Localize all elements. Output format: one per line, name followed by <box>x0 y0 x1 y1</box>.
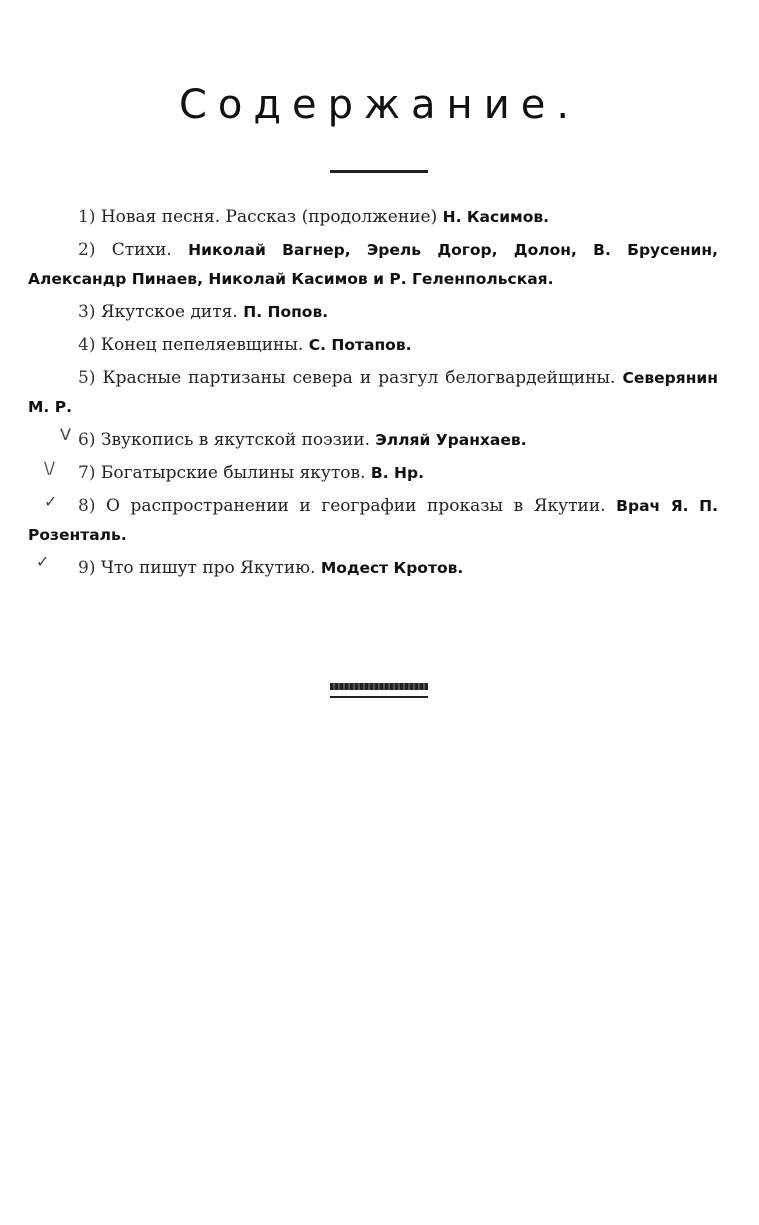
toc-entry-7 <box>28 459 718 488</box>
toc-entry-8 <box>28 492 718 550</box>
entry-number: 9) <box>78 558 96 578</box>
entry-title: Богатырские былины якутов. <box>100 463 366 483</box>
page-title: Содержание. <box>178 82 581 128</box>
toc-entry-9 <box>28 554 718 583</box>
entry-author: Элляй Уранхаев. <box>375 431 527 449</box>
entry-author: П. Попов. <box>243 303 329 321</box>
entry-title: Звукопись в якутской поэзии. <box>100 430 370 450</box>
toc-entry-1 <box>28 203 718 232</box>
entry-number: 3) <box>78 302 96 322</box>
entry-number: 8) <box>78 496 96 516</box>
ornamental-divider <box>330 683 428 690</box>
entry-author: В. Нр. <box>370 464 424 482</box>
entry-title: Новая песня. Рассказ (продолжение) <box>100 207 438 227</box>
entry-title: Красные партизаны севера и разгул белогвардейщины. <box>102 368 616 388</box>
handwritten-check-mark: \/ <box>44 458 55 477</box>
toc-entry-6 <box>28 426 718 455</box>
entry-title: О распространении и географии проказы в Якутии. <box>106 496 606 516</box>
entry-number: 5) <box>78 368 96 388</box>
entry-author: Н. Касимов. <box>442 208 550 226</box>
title-divider <box>330 170 428 173</box>
handwritten-check-mark: ✓ <box>36 552 50 571</box>
toc-entry-3 <box>28 298 718 327</box>
entry-title: Стихи. <box>111 240 172 260</box>
entry-number: 4) <box>78 335 96 355</box>
handwritten-check-mark: V <box>60 425 71 444</box>
entry-author: Модест Кротов. <box>320 559 464 577</box>
entry-author: Николай Вагнер, Эрель Догор, Долон, В. Брусенин, Александр Пинаев, Николай Касимов и Р. Геленпольская. <box>28 241 719 288</box>
toc-entry-5 <box>28 364 718 422</box>
entry-number: 7) <box>78 463 96 483</box>
entry-title: Что пишут про Якутию. <box>100 558 316 578</box>
entry-title: Конец пепеляевщины. <box>100 335 304 355</box>
toc-entry-2 <box>28 236 718 294</box>
ornamental-divider-underline <box>330 696 428 698</box>
entry-number: 6) <box>78 430 96 450</box>
entry-title: Якутское дитя. <box>100 302 238 322</box>
table-of-contents <box>28 203 718 587</box>
entry-author: С. Потапов. <box>308 336 412 354</box>
handwritten-check-mark: ✓ <box>44 492 58 511</box>
entry-author: Северянин М. Р. <box>28 369 719 416</box>
toc-entry-4 <box>28 331 718 360</box>
entry-number: 1) <box>78 207 96 227</box>
entry-number: 2) <box>78 240 96 260</box>
entry-author: Врач Я. П. Розенталь. <box>28 497 718 544</box>
